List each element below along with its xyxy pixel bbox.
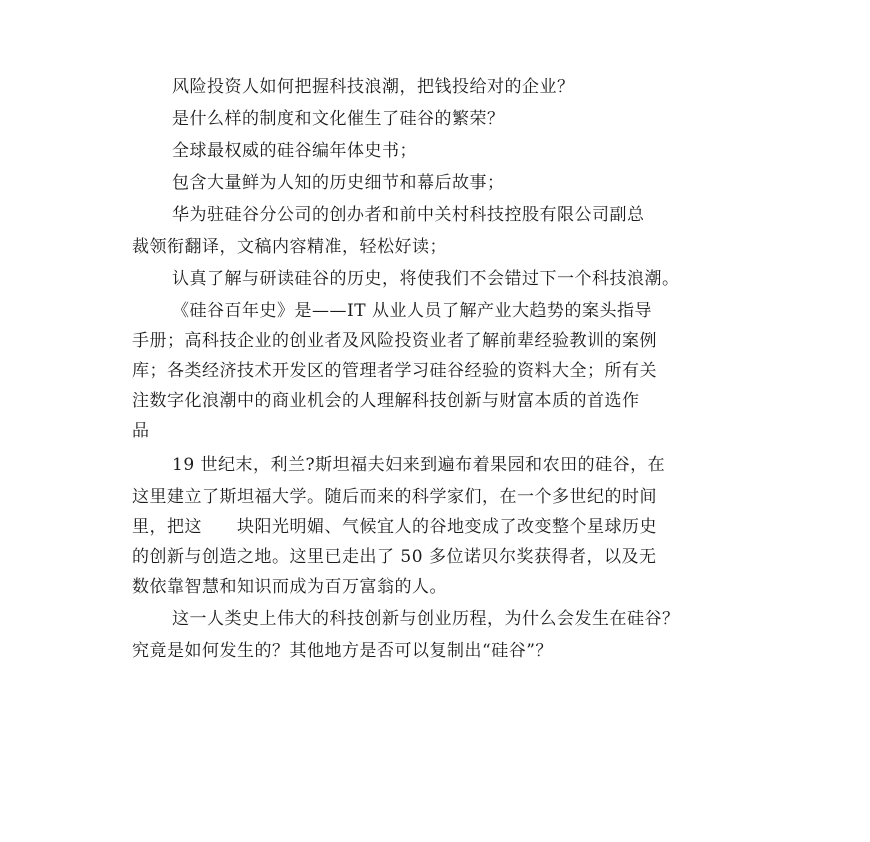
text-line: 里，把这 块阳光明媚、气候宜人的谷地变成了改变整个星球历史 — [132, 517, 657, 537]
text-line: 手册；高科技企业的创业者及风险投资业者了解前辈经验教训的案例 — [132, 331, 657, 351]
text-line: 注数字化浪潮中的商业机会的人理解科技创新与财富本质的首选作 — [132, 391, 640, 411]
text-line: 裁领衔翻译，文稿内容精准，轻松好读； — [132, 237, 447, 257]
text-line: 全球最权威的硅谷编年体史书； — [172, 141, 417, 161]
text-line: 的创新与创造之地。这里已走出了 50 多位诺贝尔奖获得者，以及无 — [132, 547, 657, 567]
text-line: 这里建立了斯坦福大学。随后而来的科学家们，在一个多世纪的时间 — [132, 487, 657, 507]
text-line: 19 世纪末，利兰?斯坦福夫妇来到遍布着果园和农田的硅谷，在 — [172, 455, 666, 475]
text-line: 包含大量鲜为人知的历史细节和幕后故事； — [172, 173, 505, 193]
text-line: 数依靠智慧和知识而成为百万富翁的人。 — [132, 577, 447, 597]
text-line: 这一人类史上伟大的科技创新与创业历程，为什么会发生在硅谷？ — [172, 609, 680, 629]
text-line: 是什么样的制度和文化催生了硅谷的繁荣？ — [172, 109, 505, 129]
text-line: 认真了解与研读硅谷的历史，将使我们不会错过下一个科技浪潮。 — [172, 269, 680, 289]
text-line: 华为驻硅谷分公司的创办者和前中关村科技控股有限公司副总 — [172, 205, 645, 225]
text-line: 风险投资人如何把握科技浪潮，把钱投给对的企业？ — [172, 77, 575, 97]
text-line: 《硅谷百年史》是——IT 从业人员了解产业大趋势的案头指导 — [172, 301, 652, 321]
text-line: 品 — [132, 421, 150, 441]
text-line: 库；各类经济技术开发区的管理者学习硅谷经验的资料大全；所有关 — [132, 361, 657, 381]
text-line: 究竟是如何发生的？其他地方是否可以复制出“硅谷”？ — [132, 641, 553, 661]
